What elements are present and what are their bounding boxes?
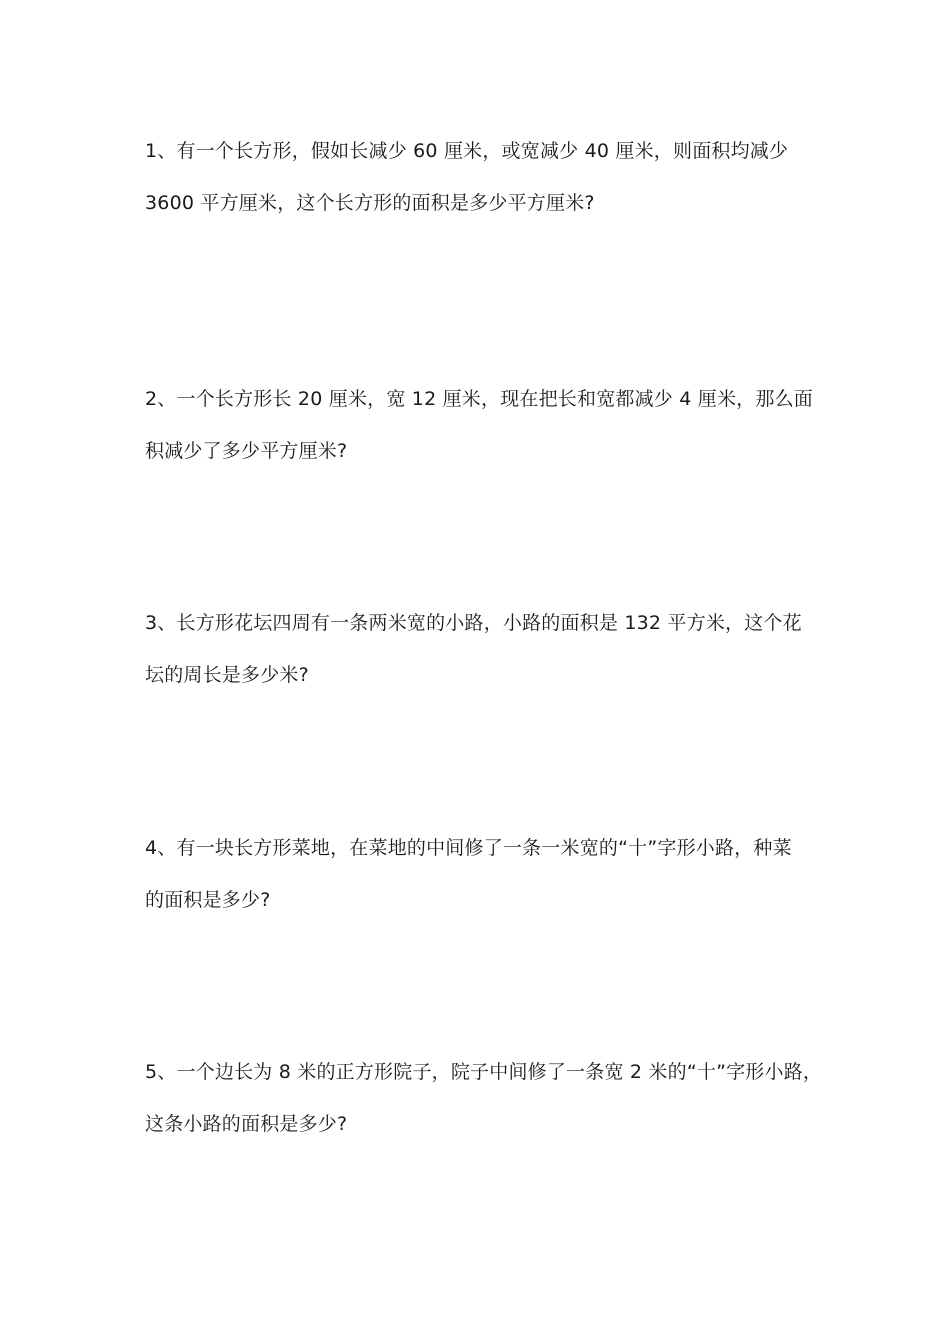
question-5-line-2: 这条小路的面积是多少? (145, 1113, 348, 1135)
question-3-line-1: 3、长方形花坛四周有一条两米宽的小路，小路的面积是 132 平方米，这个花 (145, 612, 802, 634)
question-4-line-1: 4、有一块长方形菜地，在菜地的中间修了一条一米宽的“十”字形小路，种菜 (145, 837, 792, 859)
question-2-line-1: 2、一个长方形长 20 厘米，宽 12 厘米，现在把长和宽都减少 4 厘米，那么面 (145, 388, 813, 410)
question-4 (145, 835, 835, 913)
question-4-line-2: 的面积是多少? (145, 889, 271, 911)
question-3 (145, 610, 835, 688)
question-1-line-2: 3600 平方厘米，这个长方形的面积是多少平方厘米? (145, 192, 595, 214)
question-3-line-2: 坛的周长是多少米? (145, 664, 309, 686)
question-2-line-2: 积减少了多少平方厘米? (145, 440, 348, 462)
question-1-line-1: 1、有一个长方形，假如长减少 60 厘米，或宽减少 40 厘米，则面积均减少 (145, 140, 789, 162)
question-1 (145, 138, 835, 216)
question-5 (145, 1059, 835, 1137)
question-2 (145, 386, 835, 464)
question-5-line-1: 5、一个边长为 8 米的正方形院子，院子中间修了一条宽 2 米的“十”字形小路， (145, 1061, 823, 1083)
